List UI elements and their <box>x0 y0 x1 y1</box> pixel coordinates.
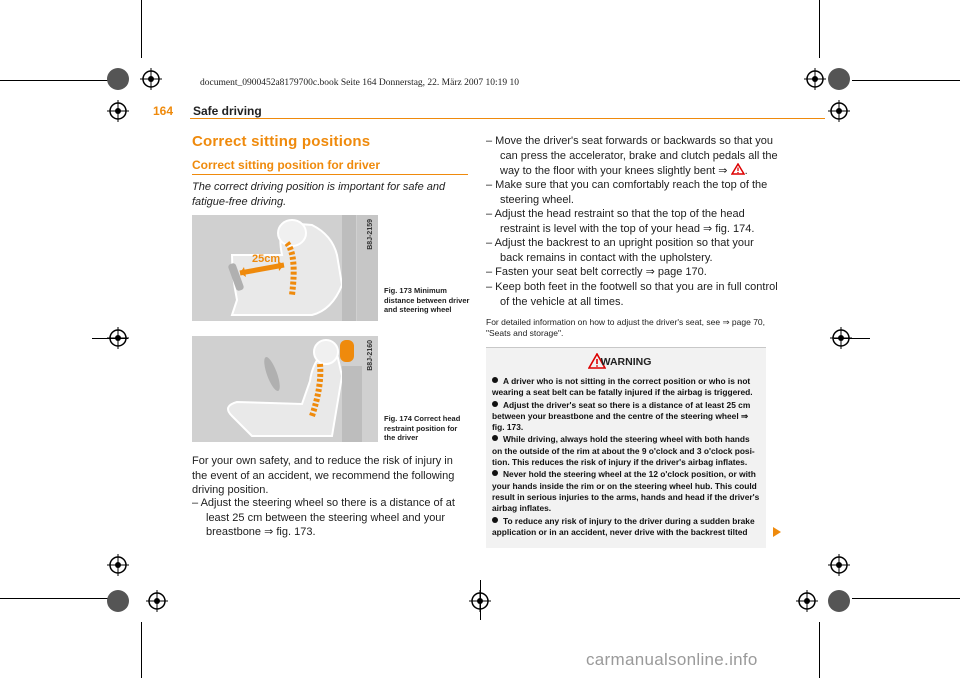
warning-triangle-icon <box>731 163 745 175</box>
warning-item-text: Never hold the steering wheel at the 12 o'clock position, or with your hands inside the rim or on the steering wheel hub. This could result in serious injuries to the arms, hands and head if the driver's airbag inflates. <box>492 469 760 514</box>
registration-mark-icon <box>796 590 818 612</box>
watermark: carmanualsonline.info <box>586 650 758 669</box>
header-rule <box>190 118 825 119</box>
running-title: Safe driving <box>193 104 262 118</box>
warning-box <box>486 347 766 548</box>
list-item: – Make sure that you can comfortably reach the top of the steering wheel. <box>486 179 768 206</box>
registration-mark-icon <box>828 554 850 576</box>
seat-adjust-note: For detailed information on how to adjust the driver's seat, see ⇒ page 70, "Seats and storage". <box>486 317 766 338</box>
warning-item-text: While driving, always hold the steering wheel with both hands on the outside of the rim at about the 9 o'clock and 3 o'clock posi-tion. This reduces the risk of injury if the driver's airbag inflates. <box>492 434 755 468</box>
warning-item <box>492 434 762 468</box>
registration-dot-icon <box>828 590 850 612</box>
registration-mark-icon <box>107 554 129 576</box>
bullet-icon <box>492 470 498 476</box>
list-item-text: – Move the driver's seat forwards or backwards so that you can press the accelerator, brake and clutch pedals all the way to the floor with your knees slightly bent ⇒ <box>486 135 778 177</box>
warning-item-text: Adjust the driver's seat so there is a distance of at least 25 cm between your breastbone and the centre of the steering wheel ⇒ fig. 173. <box>492 399 751 433</box>
warning-item <box>492 400 762 434</box>
subsection-rule <box>192 174 468 175</box>
registration-mark-icon <box>469 590 491 612</box>
continue-arrow-icon <box>772 526 782 538</box>
registration-dot-icon <box>107 590 129 612</box>
subsection-title: Correct sitting position for driver <box>192 158 381 172</box>
registration-mark-icon <box>140 68 162 90</box>
figure-174-code: B8J-2160 <box>367 340 374 371</box>
warning-item-text: A driver who is not sitting in the correct position or who is not wearing a seat belt can be fatally injured if the airbag is triggered. <box>492 376 753 398</box>
figure-174-caption: Fig. 174 Correct head restraint position for the driver <box>384 414 461 442</box>
page-number: 164 <box>153 104 174 118</box>
list-item: – Adjust the head restraint so that the top of the head restraint is level with the top of your head ⇒ fig. 174. <box>486 208 755 235</box>
list-item: – Adjust the steering wheel so there is a distance of at least 25 cm between the steering wheel and your breastbone ⇒ fig. 173. <box>192 497 455 538</box>
bullet-icon <box>492 517 498 523</box>
warning-item-text: To reduce any risk of injury to the driver during a sudden brake application or in an accident, never drive with the backrest tilted <box>492 515 755 537</box>
registration-mark-icon <box>107 100 129 122</box>
registration-dot-icon <box>107 68 129 90</box>
bullet-icon <box>492 401 498 407</box>
registration-mark-icon <box>804 68 826 90</box>
registration-mark-icon <box>828 100 850 122</box>
file-info: document_0900452a8179700c.book Seite 164 Donnerstag, 22. März 2007 10:19 10 <box>200 78 519 88</box>
figure-173-code: B8J-2159 <box>367 219 374 250</box>
warning-list <box>492 376 762 539</box>
warning-title: WARNING <box>600 356 652 368</box>
figure-173-label: 25cm <box>252 253 281 265</box>
registration-mark-icon <box>146 590 168 612</box>
figure-174 <box>192 336 378 442</box>
registration-mark-icon <box>107 327 129 349</box>
list-item: – Keep both feet in the footwell so that you are in full control of the vehicle at all times. <box>486 281 778 308</box>
driver-distance-illustration <box>192 215 378 321</box>
left-paragraph: For your own safety, and to reduce the risk of injury in the event of an accident, we recommend the following driving position. <box>192 455 455 496</box>
figure-173 <box>192 215 378 321</box>
list-item-end: . <box>744 165 748 177</box>
figure-173-caption: Fig. 173 Minimum distance between driver and steering wheel <box>384 286 470 314</box>
list-item: – Adjust the backrest to an upright position so that your back remains in contact with the upholstery. <box>486 237 754 264</box>
section-title: Correct sitting positions <box>192 133 371 150</box>
warning-item <box>492 516 762 539</box>
registration-mark-icon <box>830 327 852 349</box>
head-restraint-illustration <box>192 336 378 442</box>
intro-text: The correct driving position is important for safe and fatigue-free driving. <box>192 181 446 208</box>
bullet-icon <box>492 377 498 383</box>
bullet-icon <box>492 435 498 441</box>
registration-dot-icon <box>828 68 850 90</box>
warning-item <box>492 469 762 514</box>
list-item <box>486 134 780 179</box>
list-item: – Fasten your seat belt correctly ⇒ page 170. <box>486 266 707 278</box>
warning-item <box>492 376 762 399</box>
